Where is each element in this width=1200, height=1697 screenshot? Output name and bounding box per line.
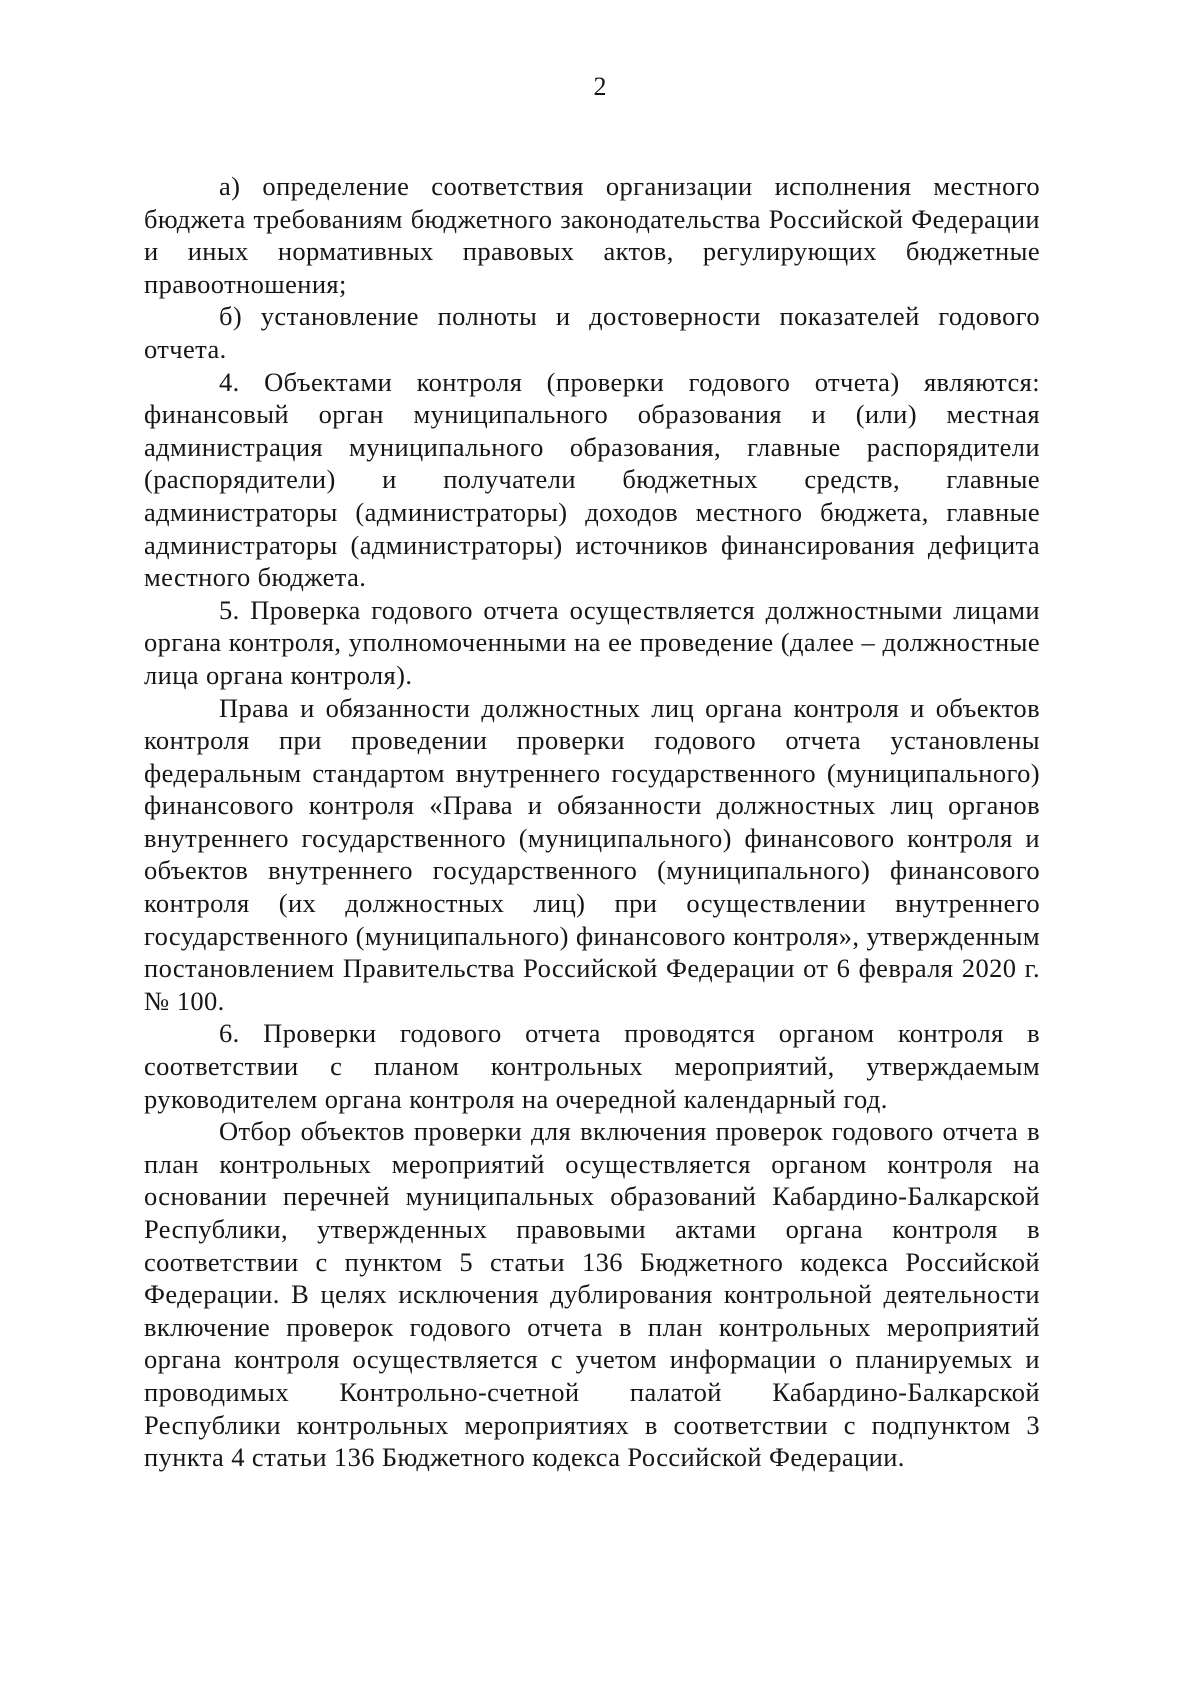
paragraph-6-inspections: 6. Проверки годового отчета проводятся органом контроля в соответствии с планом контрольных мероприятий, утверждаемым руководителем органа контроля на очередной календарный год. bbox=[144, 1018, 1040, 1114]
paragraph-item-a: а) определение соответствия организации исполнения местного бюджета требованиям бюджетного законодательства Российской Федерации и иных нормативных правовых актов, регулирующих бюджетные правоотношения; bbox=[144, 171, 1040, 299]
paragraph-selection-of-objects: Отбор объектов проверки для включения проверок годового отчета в план контрольных мероприятий осуществляется органом контроля на основании перечней муниципальных образований Кабардино-Балкарской Республики, утвержденных правовыми актами органа контроля в соответствии с пунктом 5 статьи 136 Бюджетного кодекса Российской Федерации. В целях исключения дублирования контрольной деятельности включение проверок годового отчета в план контрольных мероприятий органа контроля осуществляется с учетом информации о планируемых и проводимых Контрольно-счетной палатой Кабардино-Балкарской Республики контрольных мероприятиях в соответствии с подпунктом 3 пункта 4 статьи 136 Бюджетного кодекса Российской Федерации. bbox=[144, 1116, 1040, 1473]
page-number: 2 bbox=[593, 72, 607, 101]
document-body bbox=[144, 170, 1040, 1474]
paragraph-4-control-objects: 4. Объектами контроля (проверки годового отчета) являются: финансовый орган муниципального образования и (или) местная администрация муниципального образования, главные распорядители (распорядители) и получатели бюджетных средств, главные администраторы (администраторы) доходов местного бюджета, главные администраторы (администраторы) источников финансирования дефицита местного бюджета. bbox=[144, 366, 1040, 593]
paragraph-item-b: б) установление полноты и достоверности показателей годового отчета. bbox=[144, 301, 1040, 364]
paragraph-5-officials: 5. Проверка годового отчета осуществляется должностными лицами органа контроля, уполномоченными на ее проведение (далее – должностные лица органа контроля). bbox=[144, 594, 1040, 690]
paragraph-rights-and-duties: Права и обязанности должностных лиц органа контроля и объектов контроля при проведении проверки годового отчета установлены федеральным стандартом внутреннего государственного (муниципального) финансового контроля «Права и обязанности должностных лиц органов внутреннего государственного (муниципального) финансового контроля и объектов внутреннего государственного (муниципального) финансового контроля (их должностных лиц) при осуществлении внутреннего государственного (муниципального) финансового контроля», утвержденным постановлением Правительства Российской Федерации от 6 февраля 2020 г. № 100. bbox=[144, 692, 1040, 1016]
